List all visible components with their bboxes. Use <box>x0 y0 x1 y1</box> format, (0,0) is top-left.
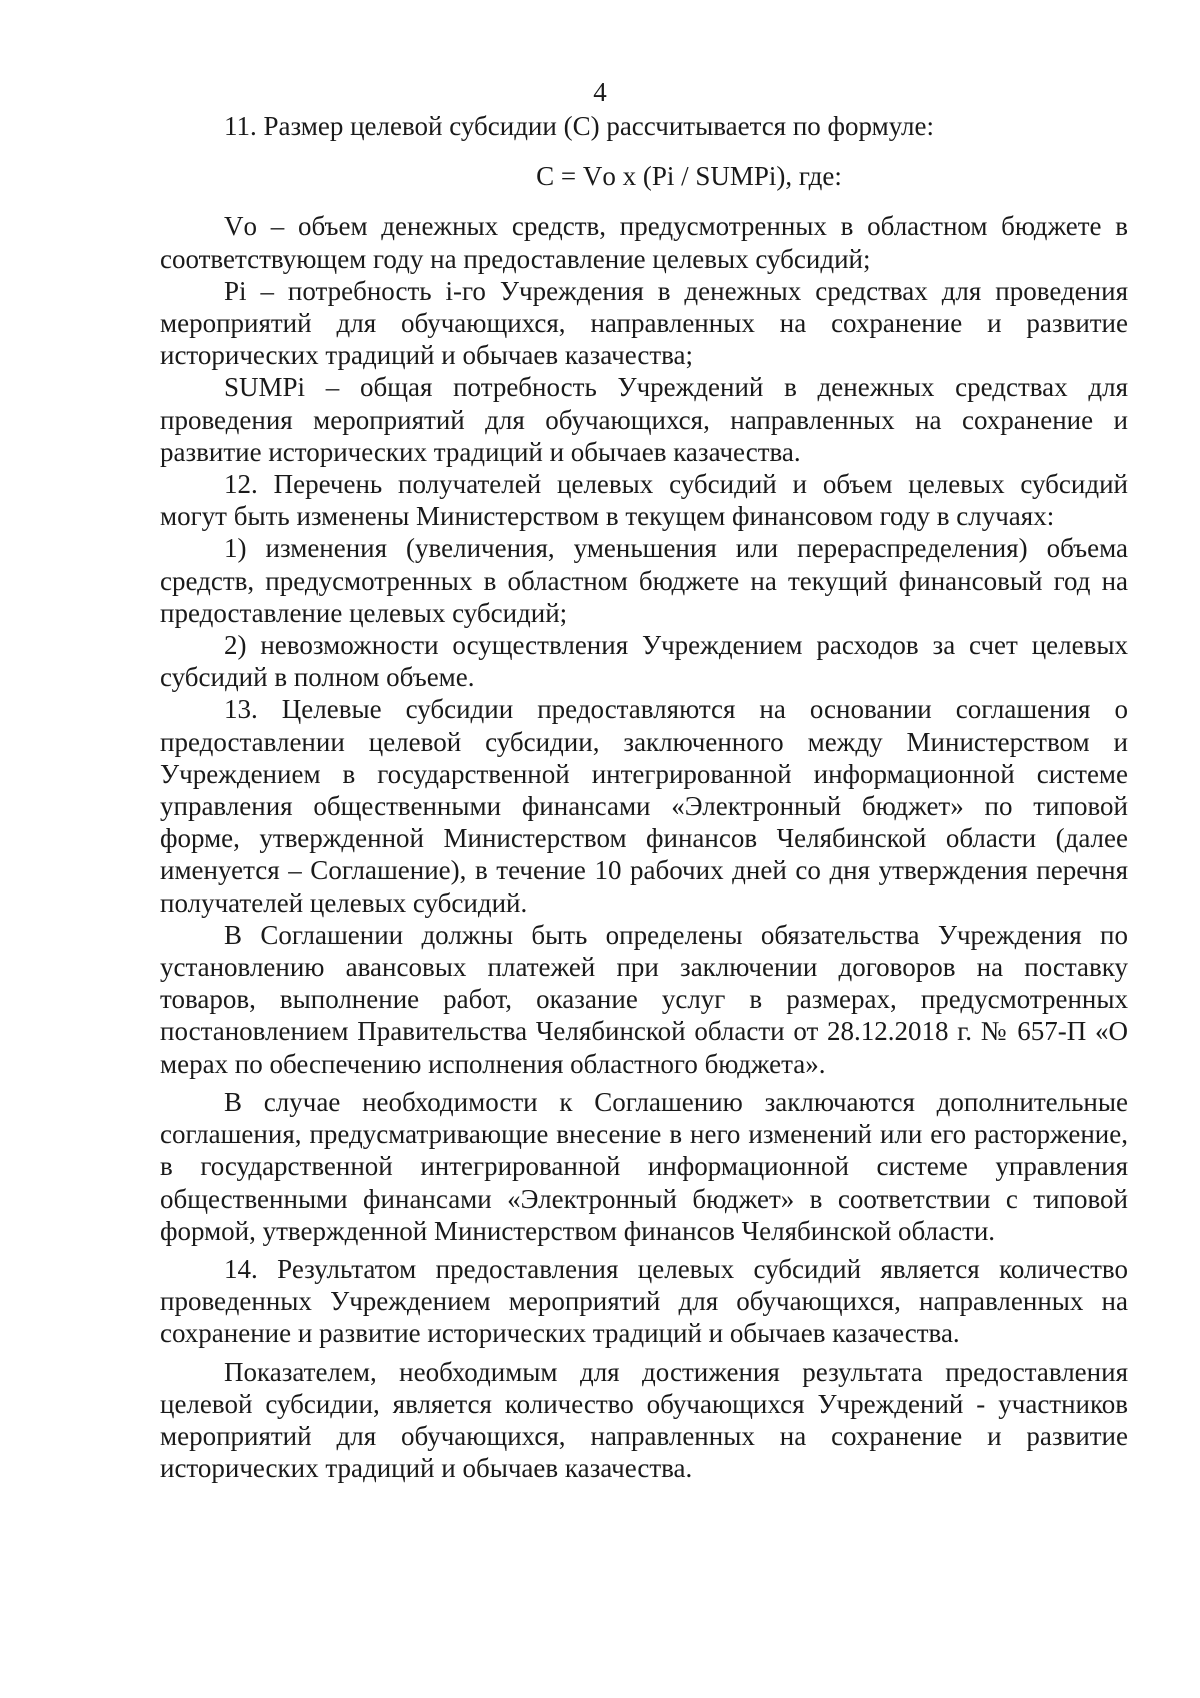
paragraph-13-obligations: В Соглашении должны быть определены обязательства Учреждения по установлению авансовых платежей при заключении договоров на поставку товаров, выполнение работ, оказание услуг в размерах, предусмотренных постановлением Правительства Челябинской области от 28.12.2018 г. № 657-П «О мерах по обеспечению исполнения областного бюджета». <box>160 919 1128 1079</box>
paragraph-12-item-1: 1) изменения (увеличения, уменьшения или перераспределения) объема средств, предусмотренных в областном бюджете на текущий финансовый год на предоставление целевых субсидий; <box>160 533 1128 628</box>
paragraph-13: 13. Целевые субсидии предоставляются на основании соглашения о предоставлении целевой субсидии, заключенного между Министерством и Учреждением в государственной интегрированной информационной системе управления общественными финансами «Электронный бюджет» по типовой форме, утвержденной Министерством финансов Челябинской области (далее именуется – Соглашение), в течение 10 рабочих дней со дня утверждения перечня получателей целевых субсидий. <box>160 694 1128 918</box>
paragraph-12: 12. Перечень получателей целевых субсидий и объем целевых субсидий могут быть изменены Министерством в текущем финансовом году в случаях: <box>160 469 1128 532</box>
subsidy-formula: С = Vо х (Pi / SUMPi), где: <box>536 161 842 192</box>
paragraph-pi-definition: Pi – потребность i-го Учреждения в денежных средствах для проведения мероприятий для обучающихся, направленных на сохранение и развитие исторических традиций и обычаев казачества; <box>160 275 1128 371</box>
paragraph-14-indicator: Показателем, необходимым для достижения результата предоставления целевой субсидии, является количество обучающихся Учреждений - участников мероприятий для обучающихся, направленных на сохранение и развитие исторических традиций и обычаев казачества. <box>160 1356 1128 1484</box>
paragraph-vo-definition: Vо – объем денежных средств, предусмотренных в областном бюджете в соответствующем году на предоставление целевых субсидий; <box>160 211 1128 274</box>
paragraph-sumpi-definition: SUMPi – общая потребность Учреждений в денежных средствах для проведения мероприятий для обучающихся, направленных на сохранение и развитие исторических традиций и обычаев казачества. <box>160 372 1128 467</box>
page-number: 4 <box>593 77 607 107</box>
paragraph-14: 14. Результатом предоставления целевых субсидий является количество проведенных Учреждением мероприятий для обучающихся, направленных на сохранение и развитие исторических традиций и обычаев казачества. <box>160 1253 1128 1349</box>
paragraph-11-intro: 11. Размер целевой субсидии (С) рассчитывается по формуле: <box>224 111 934 141</box>
document-body <box>160 110 1128 1484</box>
paragraph-12-item-2: 2) невозможности осуществления Учреждением расходов за счет целевых субсидий в полном объеме. <box>160 630 1128 693</box>
paragraph-13-additional-agreements: В случае необходимости к Соглашению заключаются дополнительные соглашения, предусматривающие внесение в него изменений или его расторжение, в государственной интегрированной информационной системе управления общественными финансами «Электронный бюджет» в соответствии с типовой формой, утвержденной Министерством финансов Челябинской области. <box>160 1086 1128 1246</box>
